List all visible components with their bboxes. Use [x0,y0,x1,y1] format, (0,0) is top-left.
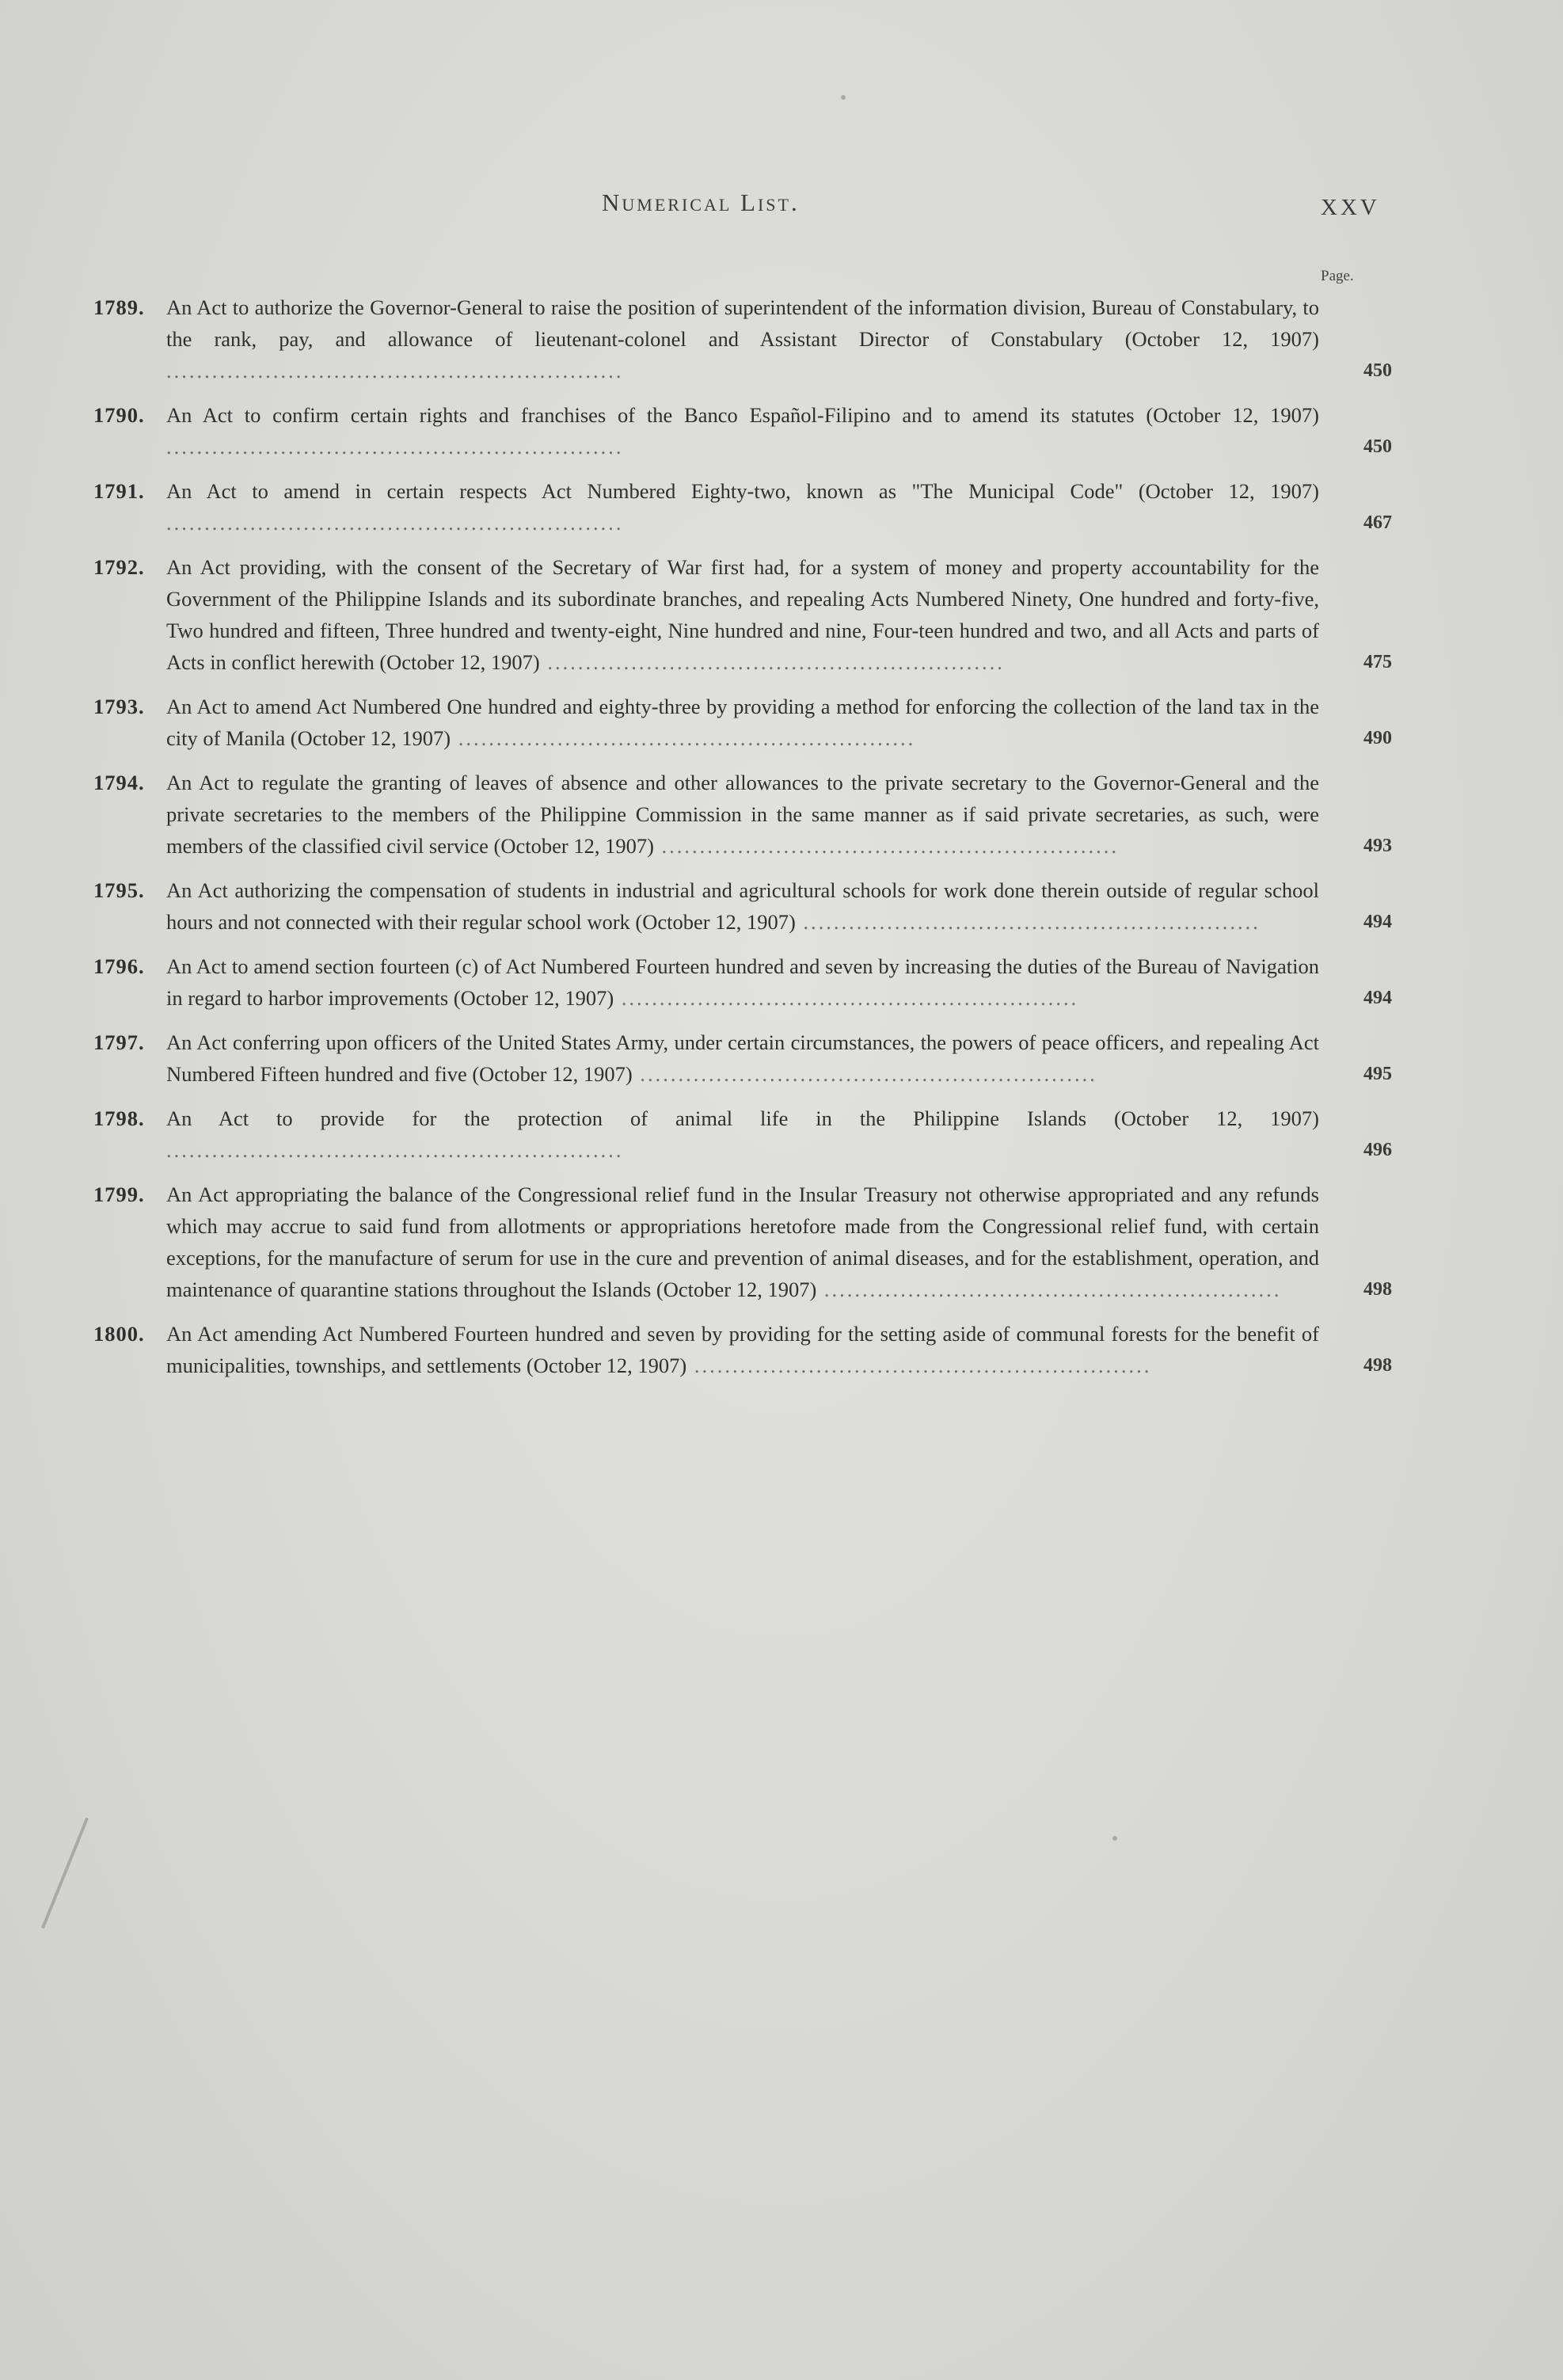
dot-leader: ............................................................ [653,834,1120,858]
page-reference: 495 [1363,1064,1392,1084]
act-title: An Act to regulate the granting of leaves of absence and other allowances to the private secretary to the Governor-General and the private secretaries to the members of the Philippine Commission in the same manner as if said private secretaries, as such, were members of the classified civil service (October 12, 1907) ............................................................ [166,771,1319,858]
page-reference: 490 [1363,728,1392,748]
list-item [93,551,1392,678]
page-reference: 494 [1363,988,1392,1008]
page-reference: 493 [1363,836,1392,856]
dot-leader: ............................................................ [166,359,624,383]
pencil-mark [41,1818,89,1929]
list-item [93,291,1392,387]
dot-leader: ............................................................ [166,511,624,535]
list-item [93,950,1392,1014]
act-title: An Act authorizing the compensation of students in industrial and agricultural schools for work done therein outside of regular school hours and not connected with their regular school work (October 12, 1907) ............................................................ [166,878,1319,934]
act-number: 1795. [93,878,145,902]
act-title: An Act to amend in certain respects Act Numbered Eighty-two, known as "The Municipal Code" (October 12, 1907) ............................................................ [166,479,1319,535]
dot-leader: ............................................................ [166,1138,624,1162]
page-reference: 498 [1363,1279,1392,1300]
dot-leader: ............................................................ [632,1062,1097,1086]
page-reference: 467 [1363,512,1392,533]
act-title: An Act to amend Act Numbered One hundred and eighty-three by providing a method for enforcing the collection of the land tax in the city of Manila (October 12, 1907) ............................................................ [166,695,1319,750]
dot-leader: ............................................................ [816,1278,1282,1301]
list-item [93,399,1392,463]
dot-leader: ............................................................ [451,726,916,750]
list-item [93,475,1392,539]
running-title: Numerical List. [602,188,800,216]
page-reference: 498 [1363,1355,1392,1376]
act-number: 1790. [93,403,145,427]
act-number: 1794. [93,771,145,794]
act-title: An Act to authorize the Governor-General to raise the position of superintendent of the information division, Bureau of Constabulary, to the rank, pay, and allowance of lieutenant-colonel and Assistant Director of Constabulary (October 12, 1907) ............................................................ [166,295,1319,383]
entry-list [93,291,1392,1394]
dot-leader: ............................................................ [166,435,624,459]
paper-speck [841,95,846,100]
list-item [93,1026,1392,1090]
act-title: An Act providing, with the consent of the Secretary of War first had, for a system of money and property accountability for the Government of the Philippine Islands and its subordinate branches, and repealing Acts Numbered Ninety, One hundred and forty-five, Two hundred and fifteen, Three hundred and twenty-eight, Nine hundred and nine, Four-teen hundred and two, and all Acts and parts of Acts in conflict herewith (October 12, 1907) ............................................................ [166,555,1319,674]
act-title: An Act to provide for the protection of animal life in the Philippine Islands (October 12, 1907) ............................................................ [166,1106,1319,1162]
act-title: An Act conferring upon officers of the United States Army, under certain circumstances, the powers of peace officers, and repealing Act Numbered Fifteen hundred and five (October 12, 1907) ............................................................ [166,1030,1319,1086]
act-number: 1799. [93,1182,145,1206]
list-item [93,1179,1392,1305]
act-title: An Act to confirm certain rights and franchises of the Banco Español-Filipino and to amend its statutes (October 12, 1907) ............................................................ [166,403,1319,459]
act-number: 1797. [93,1030,145,1054]
act-title: An Act amending Act Numbered Fourteen hundred and seven by providing for the setting aside of communal forests for the benefit of municipalities, townships, and settlements (October 12, 1907) ............................................................ [166,1322,1319,1377]
page-column-label: Page. [1321,268,1354,284]
act-number: 1791. [93,479,145,503]
act-title: An Act appropriating the balance of the Congressional relief fund in the Insular Treasury not otherwise appropriated and any refunds which may accrue to said fund from allotments or appropriations heretofore made from the Congressional relief fund, with certain exceptions, for the manufacture of serum for use in the cure and prevention of animal diseases, and for the establishment, operation, and maintenance of quarantine stations throughout the Islands (October 12, 1907) ............................................................ [166,1182,1319,1301]
running-head [0,188,1563,236]
page-reference: 475 [1363,652,1392,672]
act-number: 1800. [93,1322,145,1346]
dot-leader: ............................................................ [539,650,1005,674]
act-title: An Act to amend section fourteen (c) of Act Numbered Fourteen hundred and seven by increasing the duties of the Bureau of Navigation in regard to harbor improvements (October 12, 1907) ............................................................ [166,954,1319,1010]
page-reference: 494 [1363,912,1392,932]
list-item [93,1318,1392,1381]
act-number: 1798. [93,1106,145,1130]
list-item [93,691,1392,754]
page-reference: 450 [1363,436,1392,457]
list-item [93,767,1392,862]
act-number: 1792. [93,555,145,579]
page-reference: 450 [1363,360,1392,381]
dot-leader: ............................................................ [795,910,1261,934]
act-number: 1793. [93,695,145,718]
list-item [93,874,1392,938]
dot-leader: ............................................................ [614,986,1079,1010]
page-reference: 496 [1363,1140,1392,1160]
list-item [93,1102,1392,1166]
act-number: 1796. [93,954,145,978]
act-number: 1789. [93,295,145,319]
paper-speck [1112,1836,1117,1841]
page-folio: XXV [1321,195,1380,220]
dot-leader: ............................................................ [686,1354,1152,1377]
